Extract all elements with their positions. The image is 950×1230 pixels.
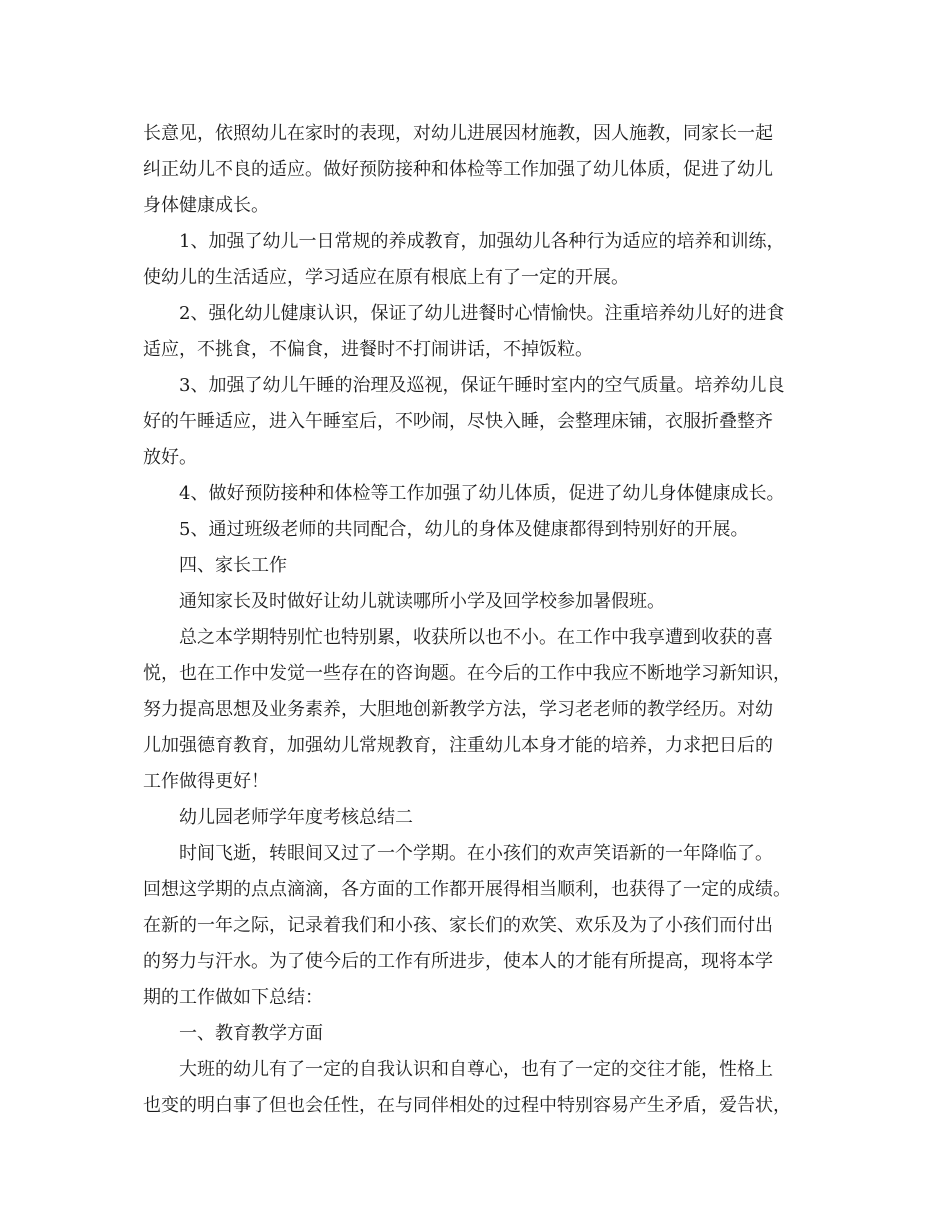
text-line: 回想这学期的点点滴滴，各方面的工作都开展得相当顺利，也获得了一定的成绩。: [143, 879, 791, 900]
text-line: 适应，不挑食，不偏食，进餐时不打闹讲话，不掉饭粒。: [143, 339, 593, 360]
text-line: 5、通过班级老师的共同配合，幼儿的身体及健康都得到特别好的开展。: [179, 519, 749, 540]
text-line: 期的工作做如下总结：: [143, 987, 323, 1008]
text-line: 2、强化幼儿健康认识，保证了幼儿进餐时心情愉快。注重培养幼儿好的进食: [179, 303, 785, 324]
text-line: 总之本学期特别忙也特别累，收获所以也不小。在工作中我享遭到收获的喜: [179, 627, 773, 648]
text-line: 使幼儿的生活适应，学习适应在原有根底上有了一定的开展。: [143, 267, 629, 288]
text-line: 一、教育教学方面: [179, 1023, 323, 1044]
text-line: 放好。: [143, 447, 197, 468]
text-line: 通知家长及时做好让幼儿就读哪所小学及回学校参加暑假班。: [179, 591, 665, 612]
text-line: 在新的一年之际，记录着我们和小孩、家长们的欢笑、欢乐及为了小孩们而付出: [143, 915, 773, 936]
text-line: 大班的幼儿有了一定的自我认识和自尊心，也有了一定的交往才能，性格上: [179, 1059, 773, 1080]
text-line: 4、做好预防接种和体检等工作加强了幼儿体质，促进了幼儿身体健康成长。: [179, 483, 785, 504]
text-line: 纠正幼儿不良的适应。做好预防接种和体检等工作加强了幼儿体质，促进了幼儿: [143, 159, 773, 180]
text-line: 四、家长工作: [179, 555, 287, 576]
text-line: 也变的明白事了但也会任性，在与同伴相处的过程中特别容易产生矛盾，爱告状，: [143, 1095, 791, 1116]
text-line: 工作做得更好！: [143, 771, 269, 792]
text-line: 长意见，依照幼儿在家时的表现，对幼儿进展因材施教，因人施教，同家长一起: [143, 123, 773, 144]
document-body: [143, 116, 808, 1124]
text-line: 身体健康成长。: [143, 195, 269, 216]
text-line: 幼儿园老师学年度考核总结二: [179, 807, 413, 828]
text-line: 儿加强德育教育，加强幼儿常规教育，注重幼儿本身才能的培养，力求把日后的: [143, 735, 773, 756]
text-line: 努力提高思想及业务素养，大胆地创新教学方法，学习老老师的教学经历。对幼: [143, 699, 773, 720]
text-line: 1、加强了幼儿一日常规的养成教育，加强幼儿各种行为适应的培养和训练，: [179, 231, 785, 252]
text-line: 时间飞逝，转眼间又过了一个学期。在小孩们的欢声笑语新的一年降临了。: [179, 843, 773, 864]
text-line: 3、加强了幼儿午睡的治理及巡视，保证午睡时室内的空气质量。培养幼儿良: [179, 375, 785, 396]
text-line: 的努力与汗水。为了使今后的工作有所进步，使本人的才能有所提高，现将本学: [143, 951, 773, 972]
text-line: 悦，也在工作中发觉一些存在的咨询题。在今后的工作中我应不断地学习新知识，: [143, 663, 791, 684]
text-line: 好的午睡适应，进入午睡室后，不吵闹，尽快入睡，会整理床铺，衣服折叠整齐: [143, 411, 773, 432]
